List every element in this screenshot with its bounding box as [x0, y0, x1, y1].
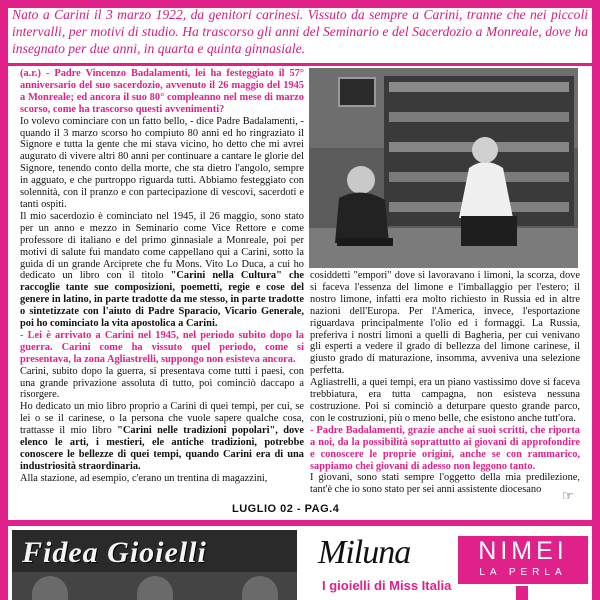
- answer-paragraph-3: Carini, subito dopo la guerra, si presentava come tutti i paesi, con una grande privazione assoluta di tutto, poi cominciò daccapo a risorgere.: [20, 365, 304, 401]
- miluna-tagline: I gioielli di Miss Italia: [322, 578, 452, 593]
- page-footer: LUGLIO 02 - PAG.4: [232, 503, 340, 515]
- answer-paragraph-5: Alla stazione, ad esempio, c'erano un trentina di magazzini,: [20, 472, 268, 484]
- nimei-name: NIMEI: [478, 537, 568, 565]
- nimei-subtitle: LA PERLA: [479, 567, 567, 578]
- question-1: (a.r.) - Padre Vincenzo Badalamenti, lei ha festeggiato il 57° anniversario del suo sacerdozio, avvenuto il 26 maggio del 1945 a Monreale; ed ancora il suo 80° compleanno nel mese di marzo scorso, come ha trascorso questi avvenimenti?: [20, 68, 304, 115]
- nimei-logo: [458, 536, 588, 584]
- intro-text: Nato a Carini il 3 marzo 1922, da genitori carinesi. Vissuto da sempre a Carini, tranne che nei piccoli intervalli, per motivi di studio. Ha trascorso gli anni del Seminario e del Sacerdozio a Monreale, dove ha insegnato per due anni, in quarta e quinta ginnasiale.: [12, 7, 588, 56]
- fidea-logo: Fidea Gioielli: [22, 536, 207, 569]
- article-right-column: [310, 270, 580, 498]
- answer-paragraph-2-text: Il mio sacerdozio è cominciato nel 1945, il 26 maggio, sono stato per un anno e mezzo in Seminario come Vice Rettore e come professore di italiano e del primo ginnasiale a Monreale, poi per motivi di salute fui mandato come cappellano qui a Carini, sotto la guida di un grande Arciprete che fu Mons. Vito Lo Duca, a cui ho dedicato un libro con il titolo: [20, 210, 304, 282]
- fidea-gioielli-ad: [12, 530, 297, 600]
- book-title-cultura: "Carini nella Cultura" che raccoglie tante sue composizioni, poemetti, regie e cose del genere in latino, in parte tradotte da me stesso, in parte tradotte o sintetizzate con l'aiuto di Padre Sparacio, Vicario Generale, poi ho cominciato la vita apostolica a Carini.: [20, 270, 304, 330]
- answer-paragraph-4: [20, 401, 304, 472]
- question-2: - Lei è arrivato a Carini nel 1945, nel periodo subito dopo la guerra. Carini come ha vissuto quel periodo, come si presentava, la zona Agliastrelli, suppongo non esisteva ancora.: [20, 329, 304, 365]
- divider: [8, 63, 592, 66]
- left-border: [0, 0, 8, 520]
- answer-paragraph-4-text: Ho dedicato un mio libro proprio a Carini di quei tempi, per cui, se lei o se il carinese, o la persona che vuole sapere qualche cosa, trattasse il mio libro: [20, 401, 304, 437]
- right-paragraph-2: Agliastrelli, a quei tempi, era un piano vastissimo dove si faceva trebbiatura, era tutta campagna, non esisteva nessuna costruzione. Poi si cominciò a deturpare questo grande parco, con le costruzioni, più o meno belle, che esistono anche tutt'ora.: [310, 377, 580, 424]
- question-3: - Padre Badalamenti, grazie anche ai suoi scritti, che riporta a noi, da la possibilità soprattutto ai giovani di approfondire e conoscere le proprie origini, anche se con rammarico, sappiamo chei giovani di adesso non leggono tanto.: [310, 424, 580, 472]
- miluna-logo: Miluna: [318, 534, 411, 571]
- right-paragraph-1: cosiddetti "empori" dove si lavoravano i limoni, la scorza, dove si faceva l'essenza del limone e l'imballaggio per l'estero; il nostro limone, infatti era molto richiesto in Russia ed in altre nazioni dell'Europa. Per l'America, invece, l'esportazione riguardava principalmente l'olio ed i formaggi. La Russia, preferiva i nostri limoni a quelli di Bagheria, per cui venivano gli esperti a vedere il grado di bellezza del limone carinese, il giusto grado di maturazione, insomma, avveniva una selezione perfetta.: [310, 270, 580, 377]
- nimei-mark: [516, 586, 528, 600]
- interview-photo: [309, 68, 578, 268]
- right-paragraph-3: I giovani, sono stati sempre l'oggetto della mia predilezione, tant'è che io sono stato per sei anni assistente diocesano: [310, 472, 580, 496]
- pointing-hand-icon: ☞: [562, 488, 574, 503]
- right-border: [592, 0, 600, 520]
- answer-paragraph-1: Io volevo cominciare con un fatto bello, - dice Padre Badalamenti, - quando il 3 marzo scorso ho compiuto 80 anni ed ho ringraziato il Signore e tutta la gente che mi stava vicino, ho detto che mi avrei augurato di vivere altri 80 anni per continuare a cantare le glorie del Signore, tenendo conto della morte, che sta dietro l'angolo, sempre in agguato, e che purtroppo riguarda tutti. Abbiamo festeggiato con solennità, con il pranzo e con partecipazione di vescovi, sacerdoti e tanti ospiti.: [20, 115, 304, 210]
- book-title-tradizioni: "Carini nelle tradizioni popolari", dove elenco le arti, i mestieri, ele antiche tradizioni, potrebbe conoscere le bellezze di quei tempi, quando Carini era di una industriosità straordinaria.: [20, 425, 304, 472]
- article-left-column: [20, 68, 304, 498]
- answer-paragraph-2: [20, 211, 304, 330]
